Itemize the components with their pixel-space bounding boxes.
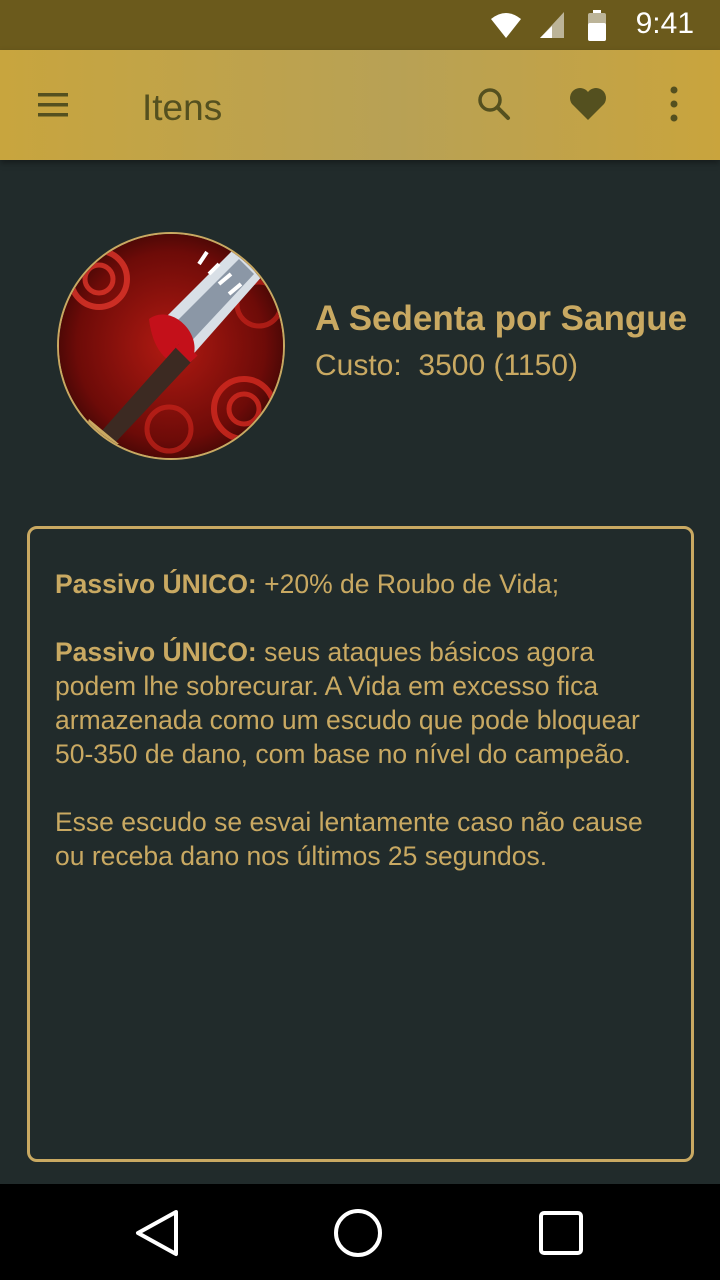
item-image (57, 232, 285, 460)
item-cost (315, 347, 578, 385)
back-icon[interactable] (130, 1206, 184, 1260)
app-bar (0, 50, 720, 160)
passive-label: Passivo ÚNICO: (55, 637, 257, 667)
status-clock: 9:41 (635, 7, 694, 40)
cost-label: Custo: (315, 349, 402, 382)
item-name: A Sedenta por Sangue (315, 299, 688, 338)
passive-label: Passivo ÚNICO: (55, 569, 257, 599)
more-vert-icon[interactable] (650, 80, 698, 128)
menu-icon[interactable] (30, 82, 76, 128)
battery-icon (586, 10, 608, 42)
search-icon[interactable] (470, 80, 518, 128)
description-paragraph-3: Esse escudo se esvai lentamente caso não cause ou receba dano nos últimos 25 segundos. (55, 807, 643, 871)
recents-icon[interactable] (534, 1206, 588, 1260)
passive-text: +20% de Roubo de Vida; (256, 569, 560, 599)
description-paragraph-1 (55, 567, 666, 601)
cost-value: 3500 (1150) (418, 349, 578, 382)
status-bar (0, 0, 720, 50)
passive-text: seus ataques básicos agora podem lhe sobrecurar. A Vida em excesso fica armazenada como um escudo que pode bloquear 50-350 de dano, com base no nível do campeão. (55, 637, 640, 769)
item-description (27, 526, 694, 1162)
wifi-icon (490, 10, 522, 40)
page-title: Itens (142, 87, 223, 128)
signal-icon (538, 10, 566, 40)
home-icon[interactable] (331, 1206, 385, 1260)
description-paragraph-2 (55, 635, 666, 771)
navigation-bar (0, 1184, 720, 1280)
heart-icon[interactable] (564, 80, 612, 128)
